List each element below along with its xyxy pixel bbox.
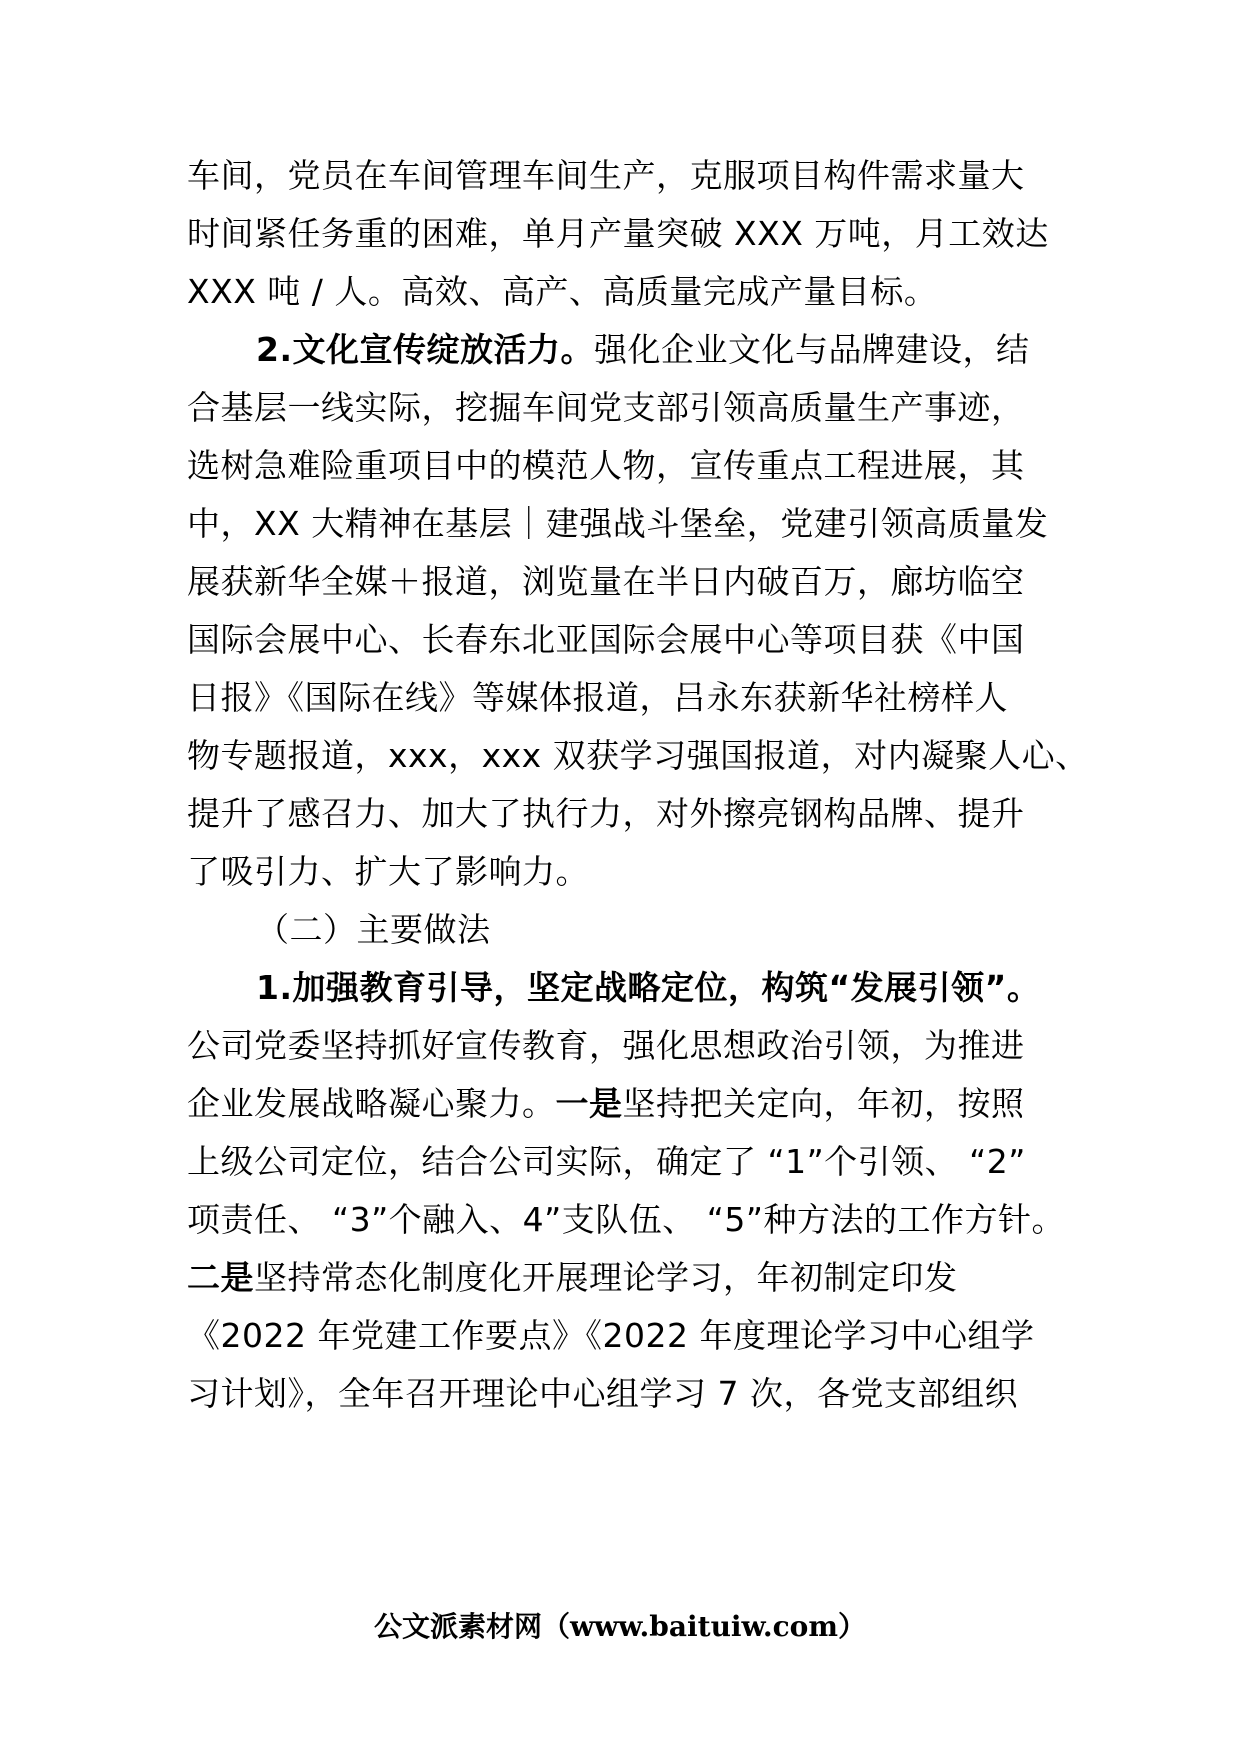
section-heading: 2.文化宣传绽放活力。 bbox=[256, 330, 594, 369]
paragraph-line bbox=[187, 666, 1067, 730]
paragraph-line bbox=[187, 434, 1067, 498]
text-run: 公司党委坚持抓好宣传教育，强化思想政治引领，为推进 bbox=[187, 1026, 1025, 1065]
paragraph-line bbox=[187, 608, 1067, 672]
emphasis-label: 二是 bbox=[187, 1258, 254, 1297]
emphasis-label: 一是 bbox=[555, 1084, 623, 1123]
text-run: 展获新华全媒＋报道，浏览量在半日内破百万，廊坊临空 bbox=[187, 562, 1025, 601]
paragraph-line bbox=[187, 724, 1089, 788]
text-run: 坚持常态化制度化开展理论学习，年初制定印发 bbox=[254, 1258, 958, 1297]
text-run: 习计划》，全年召开理论中心组学习 7 次，各党支部组织 bbox=[187, 1374, 1018, 1413]
text-run: 《2022 年党建工作要点》《2022 年度理论学习中心组学 bbox=[187, 1316, 1035, 1355]
text-run: 国际会展中心、长春东北亚国际会展中心等项目获《中国 bbox=[187, 620, 1025, 659]
paragraph-line bbox=[256, 318, 1136, 382]
subsection-title bbox=[256, 898, 1136, 962]
paragraph-line bbox=[187, 550, 1067, 614]
text-run: 企业发展战略凝心聚力。 bbox=[187, 1084, 556, 1123]
text-run: 时间紧任务重的困难，单月产量突破 XXX 万吨，月工效达 bbox=[187, 214, 1049, 253]
paragraph-line bbox=[187, 1072, 1067, 1136]
text-run: 物专题报道，xxx，xxx 双获学习强国报道，对内凝聚人心、 bbox=[187, 736, 1089, 775]
text-run: 坚持把关定向，年初，按照 bbox=[622, 1084, 1025, 1123]
text-run: 项责任、 “3”个融入、4”支队伍、 “5”种方法的工作方针。 bbox=[187, 1200, 1065, 1239]
text-run: 选树急难险重项目中的模范人物，宣传重点工程进展，其 bbox=[187, 446, 1025, 485]
paragraph-line bbox=[187, 1246, 1067, 1310]
paragraph-line bbox=[187, 1362, 1067, 1426]
paragraph-line bbox=[187, 260, 1067, 324]
paragraph-line bbox=[187, 840, 1067, 904]
paragraph-line bbox=[187, 376, 1067, 440]
paragraph-line bbox=[187, 492, 1067, 556]
text-run: 日报》《国际在线》等媒体报道，吕永东获新华社榜样人 bbox=[187, 678, 1008, 717]
paragraph-line bbox=[187, 1014, 1067, 1078]
text-run: 中，XX 大精神在基层｜建强战斗堡垒，党建引领高质量发 bbox=[187, 504, 1049, 543]
text-run: 合基层一线实际，挖掘车间党支部引领高质量生产事迹， bbox=[187, 388, 1025, 427]
text-run: （二）主要做法 bbox=[256, 910, 491, 949]
paragraph-line bbox=[187, 202, 1067, 266]
text-run: 提升了感召力、加大了执行力，对外擦亮钢构品牌、提升 bbox=[187, 794, 1025, 833]
paragraph-line bbox=[256, 956, 1136, 1020]
paragraph-line bbox=[187, 1130, 1067, 1194]
paragraph-line bbox=[187, 782, 1067, 846]
paragraph-line bbox=[187, 1188, 1067, 1252]
text-run: 车间，党员在车间管理车间生产，克服项目构件需求量大 bbox=[187, 156, 1025, 195]
text-run: XXX 吨 / 人。高效、高产、高质量完成产量目标。 bbox=[187, 272, 938, 311]
paragraph-line bbox=[187, 144, 1067, 208]
text-run: 了吸引力、扩大了影响力。 bbox=[187, 852, 589, 891]
section-heading: 1.加强教育引导，坚定战略定位，构筑“发展引领”。 bbox=[256, 968, 1041, 1007]
footer-watermark: 公文派素材网（www.baituiw.com） bbox=[374, 1610, 866, 1643]
text-run: 上级公司定位，结合公司实际，确定了 “1”个引领、 “2” bbox=[187, 1142, 1026, 1181]
text-run: 强化企业文化与品牌建设，结 bbox=[594, 330, 1030, 369]
paragraph-line bbox=[187, 1304, 1067, 1368]
